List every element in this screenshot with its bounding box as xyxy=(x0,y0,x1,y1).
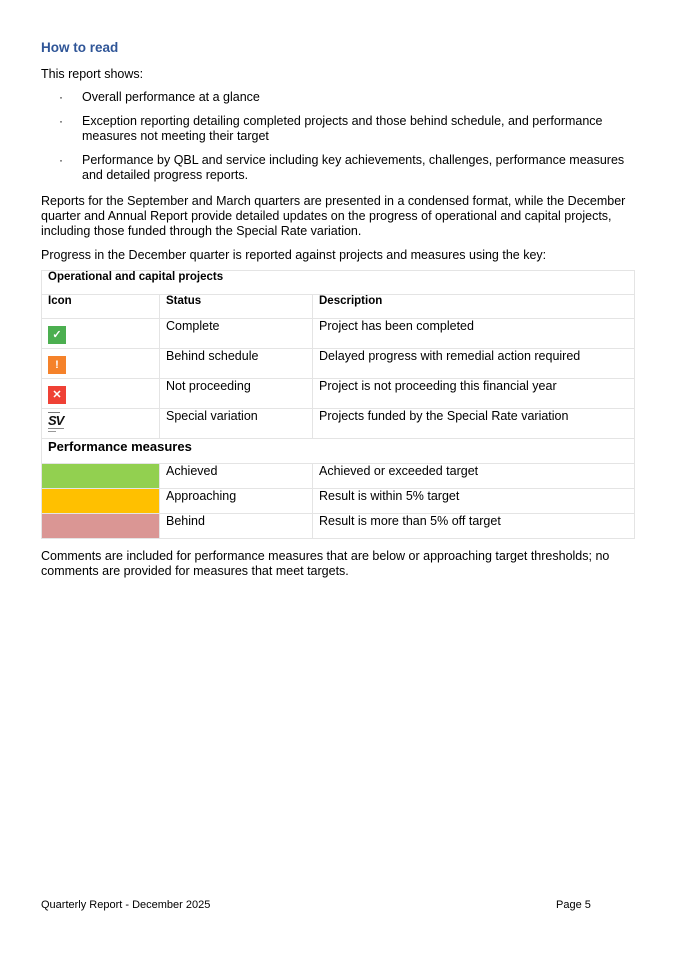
table-row xyxy=(42,489,635,514)
measures-section-title: Performance measures xyxy=(42,439,635,464)
table-row xyxy=(42,379,635,409)
table-header-row xyxy=(42,295,635,319)
bullet-icon: · xyxy=(59,153,63,167)
status-label: Complete xyxy=(160,319,313,349)
report-contents-list xyxy=(41,90,635,192)
table-row xyxy=(42,409,635,439)
reports-paragraph: Reports for the September and March quarters are presented in a condensed format, while the December quarter and Annual Report provide detailed updates on the progress of operational and capital projects, including those funded through the Special Rate variation. xyxy=(41,194,626,238)
list-item xyxy=(41,153,635,183)
list-item-text: Performance by QBL and service including key achievements, challenges, performance measures and detailed progress reports. xyxy=(82,153,625,182)
measures-section-header xyxy=(42,439,635,464)
measure-status-label: Approaching xyxy=(160,489,313,514)
footer-page-number: Page 5 xyxy=(556,899,591,911)
status-label: Special variation xyxy=(160,409,313,439)
approaching-color-swatch xyxy=(42,489,160,514)
bullet-icon: · xyxy=(59,90,63,104)
column-header-icon: Icon xyxy=(42,295,160,319)
achieved-color-swatch xyxy=(42,464,160,489)
measure-description: Achieved or exceeded target xyxy=(313,464,635,489)
list-item xyxy=(41,114,635,144)
list-item xyxy=(41,90,635,105)
table-row xyxy=(42,514,635,539)
list-item-text: Exception reporting detailing completed projects and those behind schedule, and performance measures not meeting their target xyxy=(82,114,603,143)
status-description: Delayed progress with remedial action required xyxy=(313,349,635,379)
measure-status-label: Behind xyxy=(160,514,313,539)
column-header-description: Description xyxy=(313,295,635,319)
table-row xyxy=(42,349,635,379)
measure-description: Result is more than 5% off target xyxy=(313,514,635,539)
status-description: Projects funded by the Special Rate variation xyxy=(313,409,635,439)
table-row xyxy=(42,464,635,489)
progress-paragraph: Progress in the December quarter is reported against projects and measures using the key: xyxy=(41,248,547,262)
exclamation-icon: ! xyxy=(48,356,66,374)
column-header-status: Status xyxy=(160,295,313,319)
projects-section-title: Operational and capital projects xyxy=(42,271,635,295)
status-label: Not proceeding xyxy=(160,379,313,409)
table-row xyxy=(42,319,635,349)
special-variation-icon: SV xyxy=(48,412,70,434)
comments-paragraph: Comments are included for performance measures that are below or approaching target thresholds; no comments are provided for measures that meet targets. xyxy=(41,549,610,578)
footer-report-title: Quarterly Report - December 2025 xyxy=(41,899,211,911)
projects-section-header xyxy=(42,271,635,295)
check-icon: ✓ xyxy=(48,326,66,344)
status-label: Behind schedule xyxy=(160,349,313,379)
bullet-icon: · xyxy=(59,114,63,128)
measure-description: Result is within 5% target xyxy=(313,489,635,514)
status-description: Project is not proceeding this financial year xyxy=(313,379,635,409)
behind-color-swatch xyxy=(42,514,160,539)
list-item-text: Overall performance at a glance xyxy=(82,90,260,104)
intro-text: This report shows: xyxy=(41,67,144,81)
section-heading: How to read xyxy=(41,40,119,55)
cross-icon: ✕ xyxy=(48,386,66,404)
measure-status-label: Achieved xyxy=(160,464,313,489)
status-description: Project has been completed xyxy=(313,319,635,349)
status-key-table xyxy=(41,270,635,539)
